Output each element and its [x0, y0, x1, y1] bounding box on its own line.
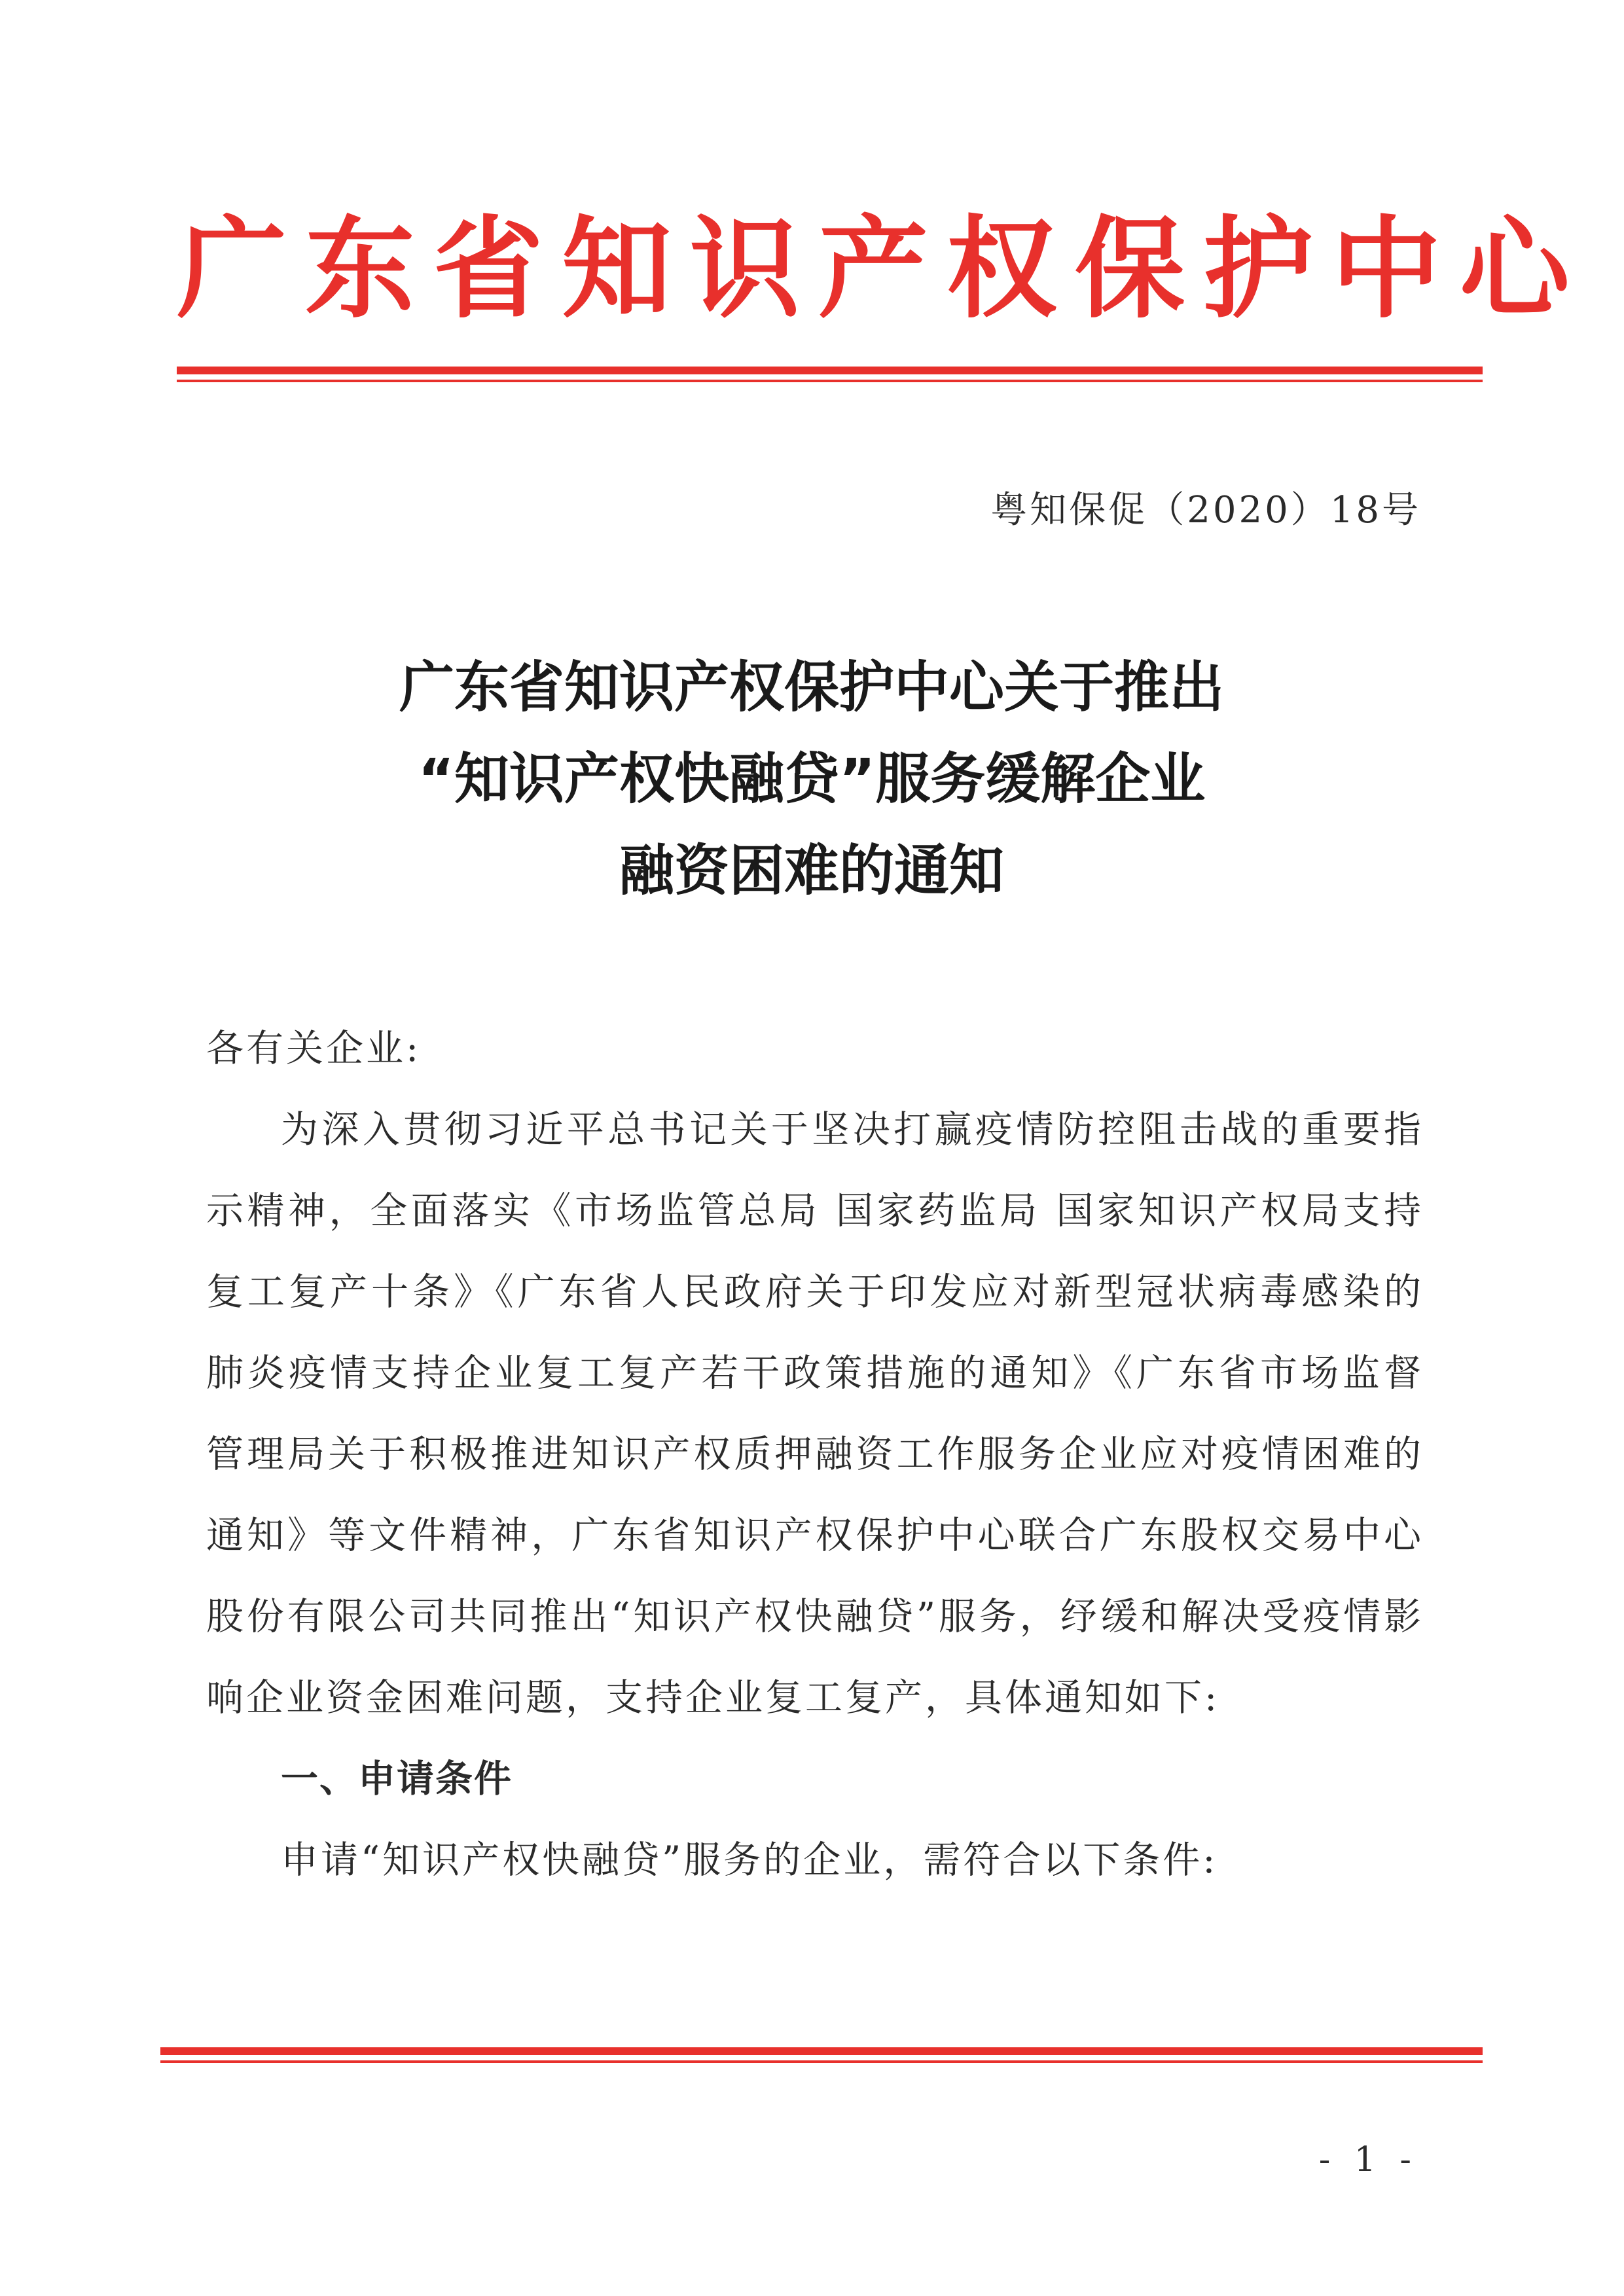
divider-thin-line [177, 380, 1483, 382]
footer-divider-thick-line [160, 2047, 1483, 2055]
document-body [206, 1008, 1424, 1901]
body-paragraph-1: 为深入贯彻习近平总书记关于坚决打赢疫情防控阻击战的重要指示精神，全面落实《市场监管总局 国家药监局 国家知识产权局支持复工复产十条》《广东省人民政府关于印发应对新型冠状病毒感染的肺炎疫情支持企业复工复产若干政策措施的通知》《广东省市场监督管理局关于积极推进知识产权质押融资工作服务企业应对疫情困难的通知》等文件精神，广东省知识产权保护中心联合广东股权交易中心股份有限公司共同推出“知识产权快融贷”服务，纾缓和解决受疫情影响企业资金困难问题，支持企业复工复产，具体通知如下: [206, 1108, 1424, 1719]
document-title [196, 641, 1427, 916]
salutation: 各有关企业: [206, 1027, 422, 1070]
title-line-1: 广东省知识产权保护中心关于推出 [399, 655, 1224, 719]
masthead-org-name: 广东省知识产权保护中心 [177, 204, 1588, 333]
page-number: - 1 - [1318, 2140, 1418, 2179]
divider-thick-line [177, 367, 1483, 374]
masthead-divider [177, 367, 1483, 382]
footer-divider [160, 2047, 1483, 2063]
section-heading-1: 一、申请条件 [281, 1757, 513, 1801]
footer-divider-thin-line [160, 2060, 1483, 2063]
document-number: 粤知保促（2020）18号 [990, 489, 1421, 531]
title-line-2: “知识产权快融贷”服务缓解企业 [418, 747, 1206, 811]
title-line-3: 融资困难的通知 [619, 838, 1004, 903]
body-paragraph-2: 申请“知识产权快融贷”服务的企业，需符合以下条件: [281, 1839, 1218, 1882]
